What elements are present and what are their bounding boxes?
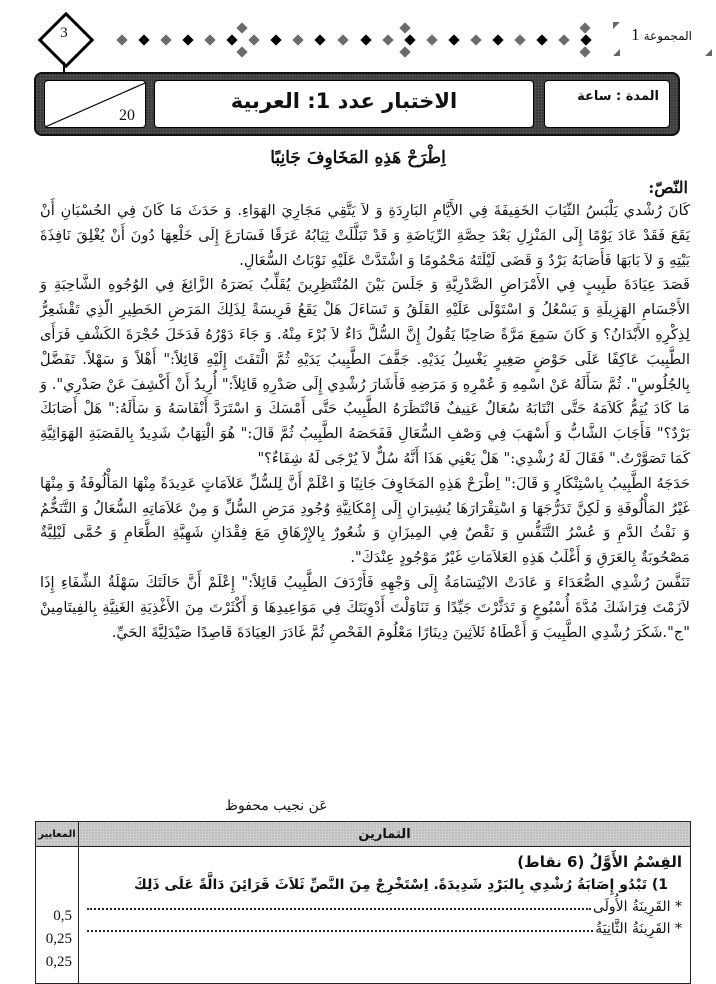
criteria-value: 0,5 — [53, 908, 72, 924]
ornament-diamond-icon — [226, 34, 237, 45]
ornament-diamond-icon — [470, 34, 481, 45]
exercises-cell — [79, 847, 691, 984]
ornament-diamond-icon — [360, 34, 371, 45]
group-word: المجموعة — [643, 29, 692, 43]
ornament-diamond-icon — [579, 22, 590, 33]
ornament-diamond-icon — [558, 34, 569, 45]
criteria-value: 0,25 — [45, 931, 72, 947]
ornament-diamond-icon — [399, 46, 410, 57]
answer-field[interactable] — [87, 899, 591, 910]
ornament-diamond-icon — [404, 34, 415, 45]
exam-title: الاختبار عدد 1: العربية — [230, 89, 458, 113]
ornament-diamond-icon — [292, 34, 303, 45]
criteria-value: 0,25 — [45, 954, 72, 970]
ornament-diamond-icon — [236, 46, 247, 57]
corner-mark-icon — [705, 49, 712, 56]
ornament-diamond-icon — [448, 34, 459, 45]
text-title: اِطْرَحْ هَذِهِ المَخَاوِفَ جَانِبًا — [270, 148, 446, 168]
score-box — [44, 80, 146, 128]
table-header-row — [36, 822, 691, 847]
ornament-diamond-icon — [579, 46, 590, 57]
ornament-diamond-icon — [426, 34, 437, 45]
exam-duration: المدة : ساعة — [577, 89, 659, 104]
table-row — [36, 847, 691, 984]
passage-paragraph: كَانَ رُشْدي يَلْبَسُ الثّيَابَ الخَفِيفَةَ فِي الأَيَّامِ البَارِدَةِ وَ لاَ يَتَّقِي مَجَارِيَ الهَوَاءِ. وَ حَدَثَ مَا كَانَ فِي الحُسْبَانِ أَنْ يَقَعَ فَقَدْ عَادَ يَوْمًا إِلَى المَنْزِلِ بَعْدَ حِصَّةِ الرِّيَاضَةِ وَ قَدْ تَبَلَّلَتْ ثِيَابُهُ عَرَقًا فَسَارَعَ إِلَى خَلْعِهَا دُونَ أَنْ يُغْلِقَ نَافِذَةَ بَيْتِهِ وَ لاَ بَابَهَا فَأَصَابَهُ بَرْدٌ وَ قَضَى لَيْلَتَهُ مَحْمُومًا وَ اشْتَدَّتْ عَلَيْهِ نَوْبَاتُ السُّعَالِ. — [40, 202, 690, 269]
ornament-diamond-icon — [492, 34, 503, 45]
answer-line-1[interactable] — [87, 899, 682, 915]
answer-label: * القَرِينَةُ الثَّانِيَةُ — [595, 921, 682, 937]
ornament-diamond-icon — [248, 34, 259, 45]
answer-line-2[interactable] — [87, 921, 682, 937]
group-label — [631, 25, 692, 45]
ornament-diamond-icon — [337, 34, 348, 45]
ornament-diamond-icon — [116, 34, 127, 45]
corner-mark-icon — [613, 22, 620, 29]
exam-header — [34, 72, 680, 136]
answer-field[interactable] — [87, 921, 593, 932]
criteria-cell — [36, 847, 79, 984]
passage-paragraph: حَدَجَهُ الطَّبِيبُ بِاسْتِنْكَارٍ وَ قَالَ:" اِطْرَحْ هَذِهِ المَخَاوِفَ جَانِبًا وَ اعْلَمْ أَنَّ لِلسُّلِّ عَلاَمَاتٍ عَدِيدَةً مِنْهَا المَأْلُوفَةُ وَ مِنْهَا غَيْرُ المَأْلُوفَةِ وَ لَكِنَّ تَدَرُّجَهَا وَ اسْتِقْرَارَهَا يُشِيرَانِ إِلَى إِمْكَانِيَّةِ وُجُودِ مَرَضِ السُّلِّ وَ مِنْ عَلاَمَاتِهِ السُّعَالُ وَ التَّنَخُّمُ وَ نَفْثُ الدَّمِ وَ عُسْرُ التَّنَفُّسِ وَ نَقْصٌ فِي المِيزَانِ وَ شُعُورٌ بِالإِرْهَاقِ مَعَ فِقْدَانِ شَهِيَّةِ الطَّعَامِ وَ حُمَّى لَيْلِيَّةٌ مَصْحُوبَةٌ بِالعَرَقِ وَ أَغْلَبُ هَذِهِ العَلاَمَاتِ غَيْرُ مَوْجُودٍ عِنْدَكَ". — [40, 474, 690, 567]
group-number: 1 — [631, 25, 640, 44]
criteria-header: المعايير — [36, 822, 79, 847]
text-label: النّصّ: — [648, 178, 688, 197]
exercise-table — [35, 821, 691, 984]
decorative-diamond-row — [0, 0, 716, 70]
duration-box — [544, 80, 670, 128]
author-credit: عَن نجيب محفوظ — [225, 798, 328, 814]
passage-paragraph: تَنَفَّسَ رُشْدِي الصُّعَدَاءَ وَ عَادَتْ الابْتِسَامَةُ إِلَى وَجْهِهِ فَأَرْدَفَ الطَّبِيبُ قَائِلاً:" إِعْلَمْ أَنَّ حَالَتَكَ سَهْلَةُ الشِّفَاءِ إِذَا لاَزَمْتَ فِرَاشَكَ مُدَّةَ أُسْبُوعٍ وَ تَدَثَّرْتَ جَيِّدًا وَ تَنَاوَلْتَ أَدْوِيَتَكَ فِي مَوَاعِيدِهَا وَ أَكْثَرْتَ مِنَ الأَغْذِيَةِ الغَنِيَّةِ بِالفِيتَامِينْ "ج".شَكَرَ رُشْدِي الطَّبِيبَ وَ أَعْطَاهُ ثَلاَثِينَ دِينَارًا مَعْلُومَ الفَحْصِ ثُمَّ غَادَرَ العِيَادَةَ قَاصِدًا صَيْدَلِيَّةَ الحَيِّ. — [40, 573, 690, 641]
answer-label: * القَرِينَةُ الأُولَى — [592, 899, 682, 915]
ornament-diamond-icon — [204, 34, 215, 45]
ornament-diamond-icon — [270, 34, 281, 45]
ornament-diamond-icon — [536, 34, 547, 45]
corner-mark-icon — [613, 49, 620, 56]
question-1: 1) تَبْدُو إِصَابَةُ رُشْدِي بِالبَرْدِ شَدِيدَةً. اِسْتَخْرِجْ مِنَ النَّصِّ ثَلاَثَ قَرَائِنَ دَالَّةً عَلَى ذَلِكَ — [134, 877, 668, 893]
ornament-diamond-icon — [314, 34, 325, 45]
page-number: 3 — [60, 25, 68, 41]
ornament-diamond-icon — [138, 34, 149, 45]
section-title: القِسْمُ الأَوَّلُ (6 نقاط) — [517, 853, 682, 871]
passage-paragraph: قَصَدَ عِيَادَةَ طَبِيبٍ فِي الأَمْرَاضِ الصَّدْرِيَّةِ وَ جَلَسَ بَيْنَ المُنْتَظِرِينَ يُقَلِّبُ بَصَرَهُ الزَّائِغَ فِي الوُجُوهِ الشَّاحِبَةِ وَ الأَجْسَامِ الهَزِيلَةِ وَ يَسْعُلُ وَ اسْتَوْلَى عَلَيْهِ القَلَقُ وَ تَسَاءَلَ هَلْ يَقَعُ فَرِيسَةً لِذَلِكَ المَرَضِ الخَطِيرِ الّذِي تَقْشَعِرُّ لِذِكْرِهِ الأَبْدَانُ؟ وَ كَانَ سَمِعَ مَرَّةً صَاحِبًا يَقُولُ إِنَّ السُّلَّ دَاءٌ لاَ بُرْءَ مِنْهُ. وَ جَاءَ دَوْرُهُ فَدَخَلَ حُجْرَةَ الكَشْفِ فَرَأَى الطَّبِيبَ عَاكِفًا عَلَى حَوْضٍ صَغِيرٍ يَغْسِلُ يَدَيْهِ. جَفَّفَ الطَّبِيبُ يَدَيْهِ ثُمَّ الْتَفَتَ إِلَيْهِ قَائِلاً:" أَهْلاً وَ سَهْلاً. تَفَضَّلْ بِالجُلُوسِ". ثُمَّ سَأَلَهُ عَنْ اسْمِهِ وَ عُمْرِهِ وَ مَرَضِهِ فَأَشَارَ رُشْدِي إِلَى صَدْرِهِ قَائِلاً:" أُرِيدُ أَنْ أَكْشِفَ عَنْ صَدْرِي". وَ مَا كَادَ يُتِمُّ كَلاَمَهُ حَتَّى انْتَابَهُ سُعَالٌ عَنِيفٌ فَانْتَظَرَهُ الطَّبِيبُ حَتَّى أَمْسَكَ وَ اسْتَرَدَّ أَنْفَاسَهُ وَ سَأَلَهُ:" هَلْ أَصَابَكَ بَرْدٌ؟" فَأَجَابَ الشَّابُّ وَ أَسْهَبَ فِي وَصْفِ السُّعَالِ فَفَحَصَهُ الطَّبِيبُ ثُمَّ قَالَ:" هُوَ الْتِهَابٌ شَدِيدٌ بِالقَصَبَةِ الهَوَائِيَّةِ كَمَا تَصَوَّرْتُ." فَقَالَ لَهُ رُشْدِي:" هَلْ يَعْنِي هَذَا أَنَّهُ سُلٌّ لاَ يُرْجَى لَهُ شِفَاءٌ؟" — [40, 276, 690, 467]
ornament-diamond-icon — [514, 34, 525, 45]
ornament-diamond-icon — [160, 34, 171, 45]
ornament-diamond-icon — [382, 34, 393, 45]
passage — [40, 199, 690, 645]
score-total: 20 — [119, 107, 135, 124]
exercises-header: التمارين — [79, 822, 691, 847]
ornament-diamond-icon — [236, 22, 247, 33]
ornament-diamond-icon — [580, 34, 591, 45]
title-box — [154, 80, 534, 128]
ornament-diamond-icon — [399, 22, 410, 33]
ornament-diamond-icon — [182, 34, 193, 45]
